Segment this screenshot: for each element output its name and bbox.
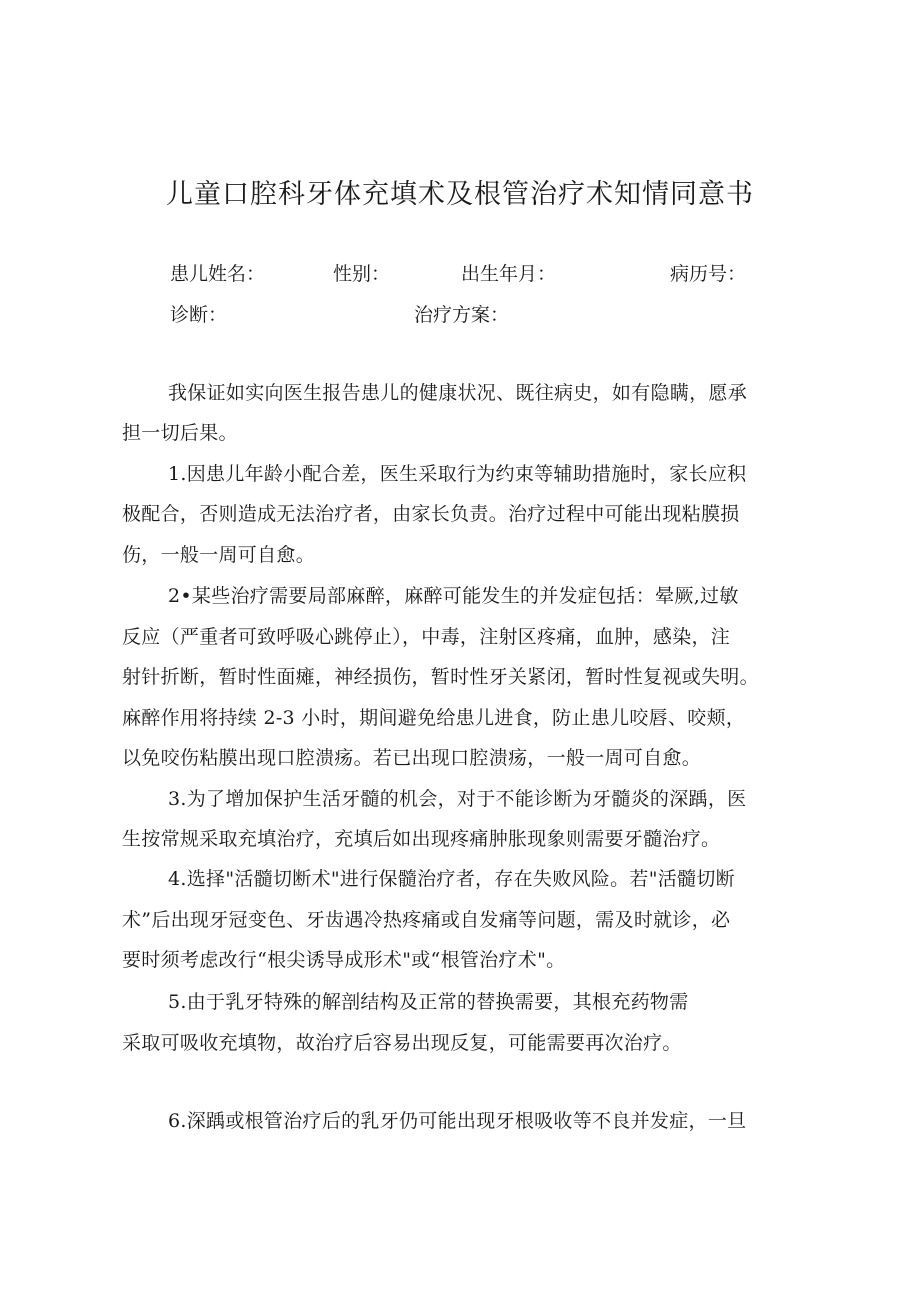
body-line: 术”后出现牙冠变色、牙齿遇冷热疼痛或自发痛等问题，需及时就诊，必 [122,909,731,931]
body-line: 射针折断，暂时性面瘫，神经损伤，暂时性牙关紧闭，暂时性复视或失明。 [122,666,759,688]
body-line: 担一切后果。 [122,422,238,444]
diagnosis-label: 诊断： [170,304,228,326]
document-title: 儿童口腔科牙体充填术及根管治疗术知情同意书 [166,179,754,210]
body-line: 要时须考虑改行“根尖诱导成形术"或“根管治疗术"。 [122,949,566,971]
body-line: 6.深踽或根管治疗后的乳牙仍可能出现牙根吸收等不良并发症，一旦 [168,1110,747,1132]
body-line: 以免咬伤粘膜出现口腔溃疡。若已出现口腔溃疡，一般一周可自愈。 [122,747,702,769]
body-line: 我保证如实向医生报告患儿的健康状况、既往病史，如有隐瞒，愿承 [168,382,748,404]
body-line: 4.选择"活髓切断术"进行保髓治疗者，存在失败风险。若"活髓切断 [168,868,735,890]
record-number-label: 病历号： [670,263,747,285]
body-line: 麻醉作用将持续 2-3 小时，期间避免给患儿进食，防止患儿咬唇、咬颊， [122,707,746,729]
body-line: 3.为了增加保护生活牙髓的机会，对于不能诊断为牙髓炎的深踽，医 [168,788,747,810]
body-line: 生按常规采取充填治疗，充填后如出现疼痛肿胀现象则需要牙髓治疗。 [122,828,721,850]
treatment-plan-label: 治疗方案： [414,304,510,326]
patient-name-label: 患儿姓名： [170,263,266,285]
body-line: 1.因患儿年龄小配合差，医生采取行为约束等辅助措施时，家长应积 [168,463,747,485]
body-line: 2•某些治疗需要局部麻醉，麻醉可能发生的并发症包括：晕厥,过敏 [168,585,739,607]
body-line: 极配合，否则造成无法治疗者，由家长负责。治疗过程中可能出现粘膜损 [122,503,740,525]
body-line: 采取可吸收充填物，故治疗后容易出现反复，可能需要再次治疗。 [122,1032,682,1054]
body-line: 反应（严重者可致呼吸心跳停止），中毒，注射区疼痛，血肿，感染，注 [122,626,731,648]
body-line: 伤，一般一周可自愈。 [122,544,316,566]
body-line: 5.由于乳牙特殊的解剖结构及正常的替换需要，其根充药物需 [168,991,689,1013]
birth-date-label: 出生年月： [461,263,557,285]
gender-label: 性别： [333,263,391,285]
